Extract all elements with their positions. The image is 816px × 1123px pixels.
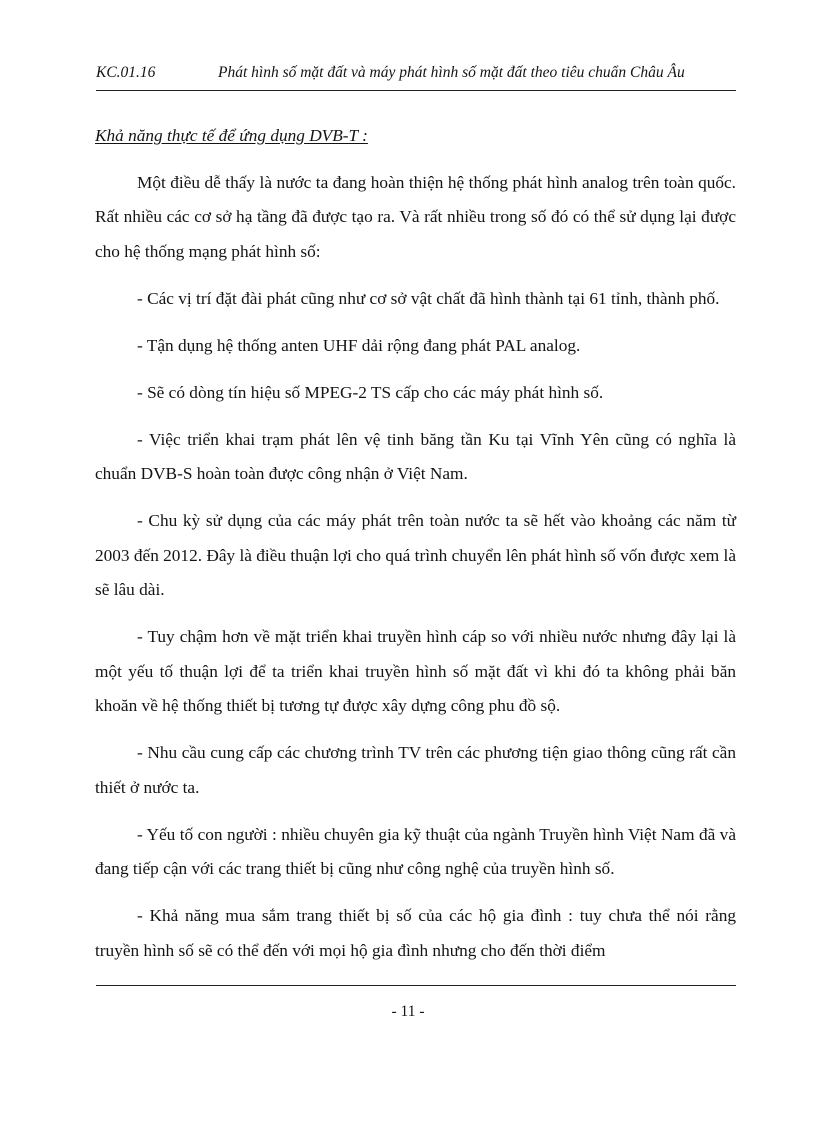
header-rule [96,90,736,91]
paragraph-intro: Một điều dễ thấy là nước ta đang hoàn thiện hệ thống phát hình analog trên toàn quốc. Rất nhiều các cơ sở hạ tầng đã được tạo ra. Và rất nhiều trong số đó có thể sử dụng lại được cho hệ thống mạng phát hình số: [95,172,736,262]
list-item-mobile-tv: - Nhu cầu cung cấp các chương trình TV trên các phương tiện giao thông cũng rất cần thiết ở nước ta. [95,743,736,797]
running-header [96,64,736,88]
list-item-mpeg2: - Sẽ có dòng tín hiệu số MPEG-2 TS cấp cho các máy phát hình số. [137,382,604,402]
document-code: KC.01.16 [96,64,156,81]
list-item-satellite: - Việc triển khai trạm phát lên vệ tinh băng tần Ku tại Vĩnh Yên cũng có nghĩa là chuẩn DVB-S hoàn toàn được công nhận ở Việt Nam. [95,429,736,484]
list-item-lifecycle: - Chu kỳ sử dụng của các máy phát trên toàn nước ta sẽ hết vào khoảng các năm từ 2003 đến 2012. Đây là điều thuận lợi cho quá trình chuyển lên phát hình số vốn được xem là sẽ lâu dài. [95,511,736,600]
document-title: Phát hình số mặt đất và máy phát hình số mặt đất theo tiêu chuẩn Châu Âu [218,64,685,81]
page-number: - 11 - [391,1003,425,1020]
list-item-cable: - Tuy chậm hơn về mặt triển khai truyền hình cáp so với nhiều nước nhưng đây lại là một yếu tố thuận lợi để ta triển khai truyền hình số mặt đất vì khi đó ta không phải băn khoăn về hệ thống thiết bị tương tự được xây dựng công phu đồ sộ. [95,627,736,716]
list-item-human-factor: - Yếu tố con người : nhiều chuyên gia kỹ thuật của ngành Truyền hình Việt Nam đã và đang tiếp cận với các trang thiết bị cũng như công nghệ của truyền hình số. [95,824,736,879]
section-heading: Khả năng thực tế để ứng dụng DVB-T : [95,126,368,145]
list-item-antenna: - Tận dụng hệ thống anten UHF dải rộng đang phát PAL analog. [137,335,581,355]
list-item-stations: - Các vị trí đặt đài phát cũng như cơ sở vật chất đã hình thành tại 61 tỉnh, thành phố. [137,288,720,308]
list-item-household: - Khả năng mua sắm trang thiết bị số của các hộ gia đình : tuy chưa thể nói rằng truyền hình số sẽ có thể đến với mọi hộ gia đình nhưng cho đến thời điểm [95,906,736,960]
body-text [95,119,736,981]
footer-rule [96,985,736,986]
section-heading-line [95,119,736,154]
